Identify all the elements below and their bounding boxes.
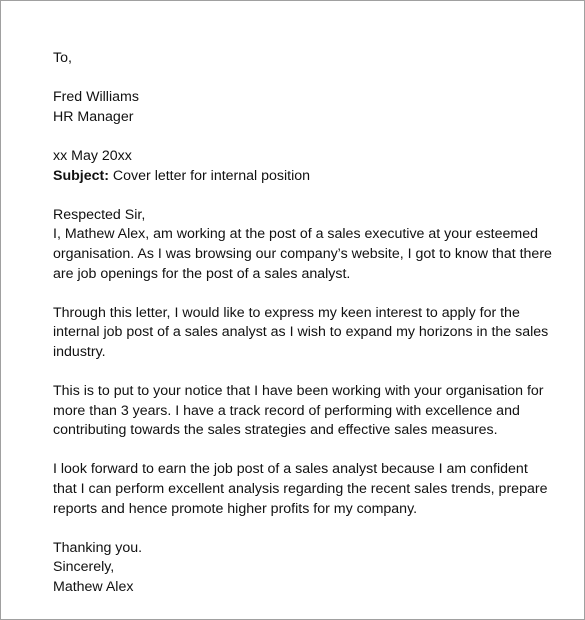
paragraph-line: that I can perform excellent analysis regarding the recent sales trends, prepare <box>53 481 548 498</box>
closing-signoff: Sincerely, <box>53 559 115 576</box>
letter-body <box>53 49 568 598</box>
paragraph-line: are job openings for the post of a sales analyst. <box>53 265 351 282</box>
recipient-title: HR Manager <box>53 108 134 125</box>
paragraph-line: organisation. As I was browsing our company’s website, I got to know that there <box>53 245 552 262</box>
paragraph-line: internal job post of a sales analyst as I wish to expand my horizons in the sales <box>53 324 549 341</box>
signature-name: Mathew Alex <box>53 579 134 596</box>
subject-line <box>53 167 568 187</box>
paragraph-3 <box>53 382 568 441</box>
paragraph-line: contributing towards the sales strategies and effective sales measures. <box>53 422 498 439</box>
paragraph-line: more than 3 years. I have a track record of performing with excellence and <box>53 402 520 419</box>
greeting: Respected Sir, <box>53 206 146 223</box>
subject-text: Cover letter for internal position <box>108 167 311 184</box>
paragraph-4 <box>53 460 568 519</box>
recipient-name: Fred Williams <box>53 89 139 106</box>
spacer <box>53 69 568 89</box>
paragraph-1 <box>53 225 568 284</box>
paragraph-line: I look forward to earn the job post of a sales analyst because I am confident <box>53 461 528 478</box>
letter-date: xx May 20xx <box>53 147 132 164</box>
subject-label: Subject: <box>53 167 109 184</box>
spacer <box>53 127 568 147</box>
paragraph-line: reports and hence promote higher profits for my company. <box>53 500 418 517</box>
spacer <box>53 186 568 206</box>
paragraph-line: industry. <box>53 343 106 360</box>
paragraph-line: Through this letter, I would like to express my keen interest to apply for the <box>53 304 520 321</box>
salutation-to: To, <box>53 50 72 66</box>
paragraph-line: I, Mathew Alex, am working at the post of a sales executive at your esteemed <box>53 226 538 243</box>
paragraph-2 <box>53 304 568 363</box>
closing-thanks: Thanking you. <box>53 539 143 556</box>
paragraph-line: This is to put to your notice that I have been working with your organisation for <box>53 383 544 400</box>
